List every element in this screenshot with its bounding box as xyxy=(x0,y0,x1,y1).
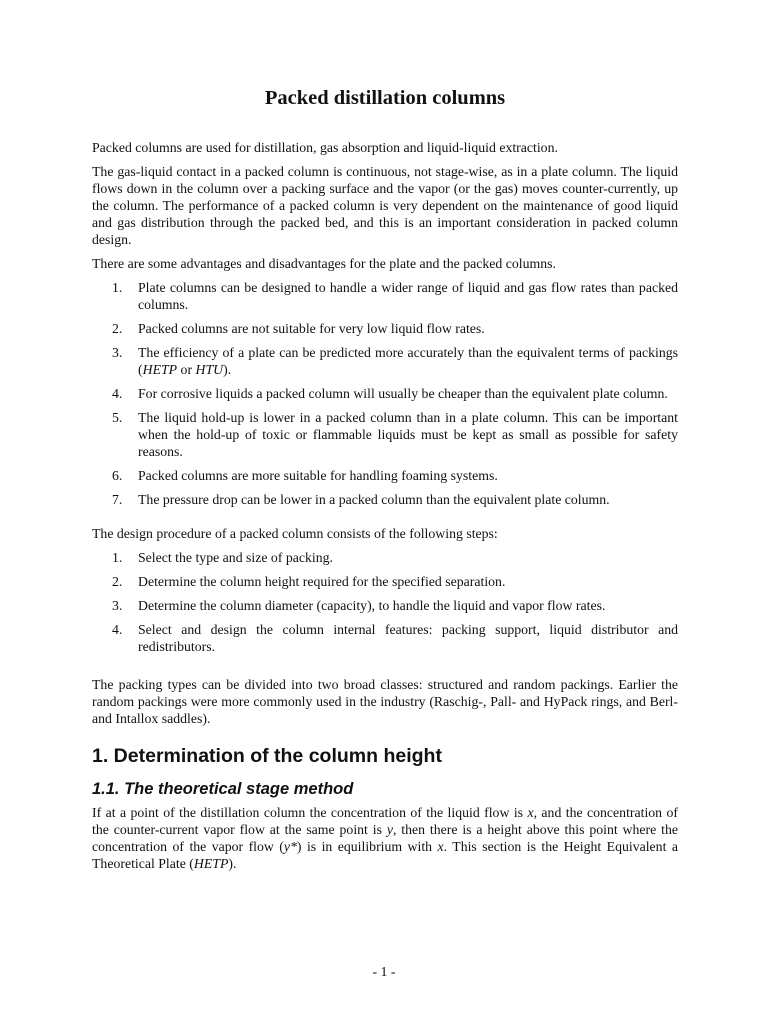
design-step-item-number: 2. xyxy=(112,573,123,589)
page-number: - 1 - xyxy=(372,964,396,979)
advantages-list xyxy=(92,279,678,508)
document-body xyxy=(92,86,678,879)
advantage-item xyxy=(92,467,678,484)
advantage-item-number: 2. xyxy=(112,320,123,336)
design-step-item-number: 3. xyxy=(112,597,123,613)
advantage-item-text: For corrosive liquids a packed column will usually be cheaper than the equivalent plate column. xyxy=(138,385,668,401)
design-step-item-number: 4. xyxy=(112,621,123,637)
advantage-item-text: Packed columns are more suitable for handling foaming systems. xyxy=(138,467,498,483)
design-step-item-number: 1. xyxy=(112,549,123,565)
advantage-item-number: 4. xyxy=(112,385,123,401)
advantage-item-text: Plate columns can be designed to handle a wider range of liquid and gas flow rates than packed columns. xyxy=(138,279,678,312)
design-step-item-text: Select and design the column internal features: packing support, liquid distributor and redistributors. xyxy=(138,621,678,654)
advantage-item-number: 6. xyxy=(112,467,123,483)
advantage-item-number: 5. xyxy=(112,409,123,425)
intro-paragraph-3: There are some advantages and disadvantages for the plate and the packed columns. xyxy=(92,255,556,271)
document-title: Packed distillation columns xyxy=(264,87,506,109)
subsection-heading: 1.1. The theoretical stage method xyxy=(92,779,354,798)
design-step-item-text: Determine the column height required for the specified separation. xyxy=(138,573,506,589)
advantage-item-number: 7. xyxy=(112,491,123,507)
design-step-item-text: Select the type and size of packing. xyxy=(138,549,334,565)
advantage-item-number: 3. xyxy=(112,344,123,360)
design-step-item xyxy=(92,621,678,655)
packing-types-paragraph: The packing types can be divided into two broad classes: structured and random packings. Earlier the random packings were more commonly used in the industry (Raschig-, Pall- and HyPack rings, and Berl- and Intallox saddles). xyxy=(92,676,678,726)
advantage-item-text: The liquid hold-up is lower in a packed column than in a plate column. This can be important when the hold-up of toxic or flammable liquids must be kept as small as possible for safety reasons. xyxy=(138,409,678,459)
advantage-item-text: Packed columns are not suitable for very low liquid flow rates. xyxy=(138,320,485,336)
advantage-item xyxy=(92,320,678,337)
advantage-item xyxy=(92,279,678,313)
design-step-item xyxy=(92,549,678,566)
advantage-item xyxy=(92,344,678,378)
intro-paragraph-1: Packed columns are used for distillation, gas absorption and liquid-liquid extraction. xyxy=(92,139,558,155)
design-intro: The design procedure of a packed column consists of the following steps: xyxy=(92,525,498,541)
design-step-item xyxy=(92,573,678,590)
advantage-item xyxy=(92,491,678,508)
design-steps-list xyxy=(92,549,678,655)
design-step-item xyxy=(92,597,678,614)
advantage-item xyxy=(92,409,678,460)
design-step-item-text: Determine the column diameter (capacity), to handle the liquid and vapor flow rates. xyxy=(138,597,606,613)
section-heading: 1. Determination of the column height xyxy=(92,744,442,767)
advantage-item-number: 1. xyxy=(112,279,123,295)
advantage-item-text: The efficiency of a plate can be predicted more accurately than the equivalent terms of packings (HETP or HTU). xyxy=(138,344,678,377)
intro-paragraph-2: The gas-liquid contact in a packed column is continuous, not stage-wise, as in a plate column. The liquid flows down in the column over a packing surface and the vapor (or the gas) moves counter-currently, up the column. The performance of a packed column is very dependent on the maintenance of good liquid and gas distribution through the packed bed, and this is an important consideration in packed column design. xyxy=(92,163,678,247)
advantage-item xyxy=(92,385,678,402)
advantage-item-text: The pressure drop can be lower in a packed column than the equivalent plate column. xyxy=(138,491,610,507)
method-paragraph: If at a point of the distillation column the concentration of the liquid flow is x, and the concentration of the counter-current vapor flow at the same point is y, then there is a height above this point where the concentration of the vapor flow (y*) is in equilibrium with x. This section is the Height Equivalent a Theoretical Plate (HETP). xyxy=(92,804,678,871)
